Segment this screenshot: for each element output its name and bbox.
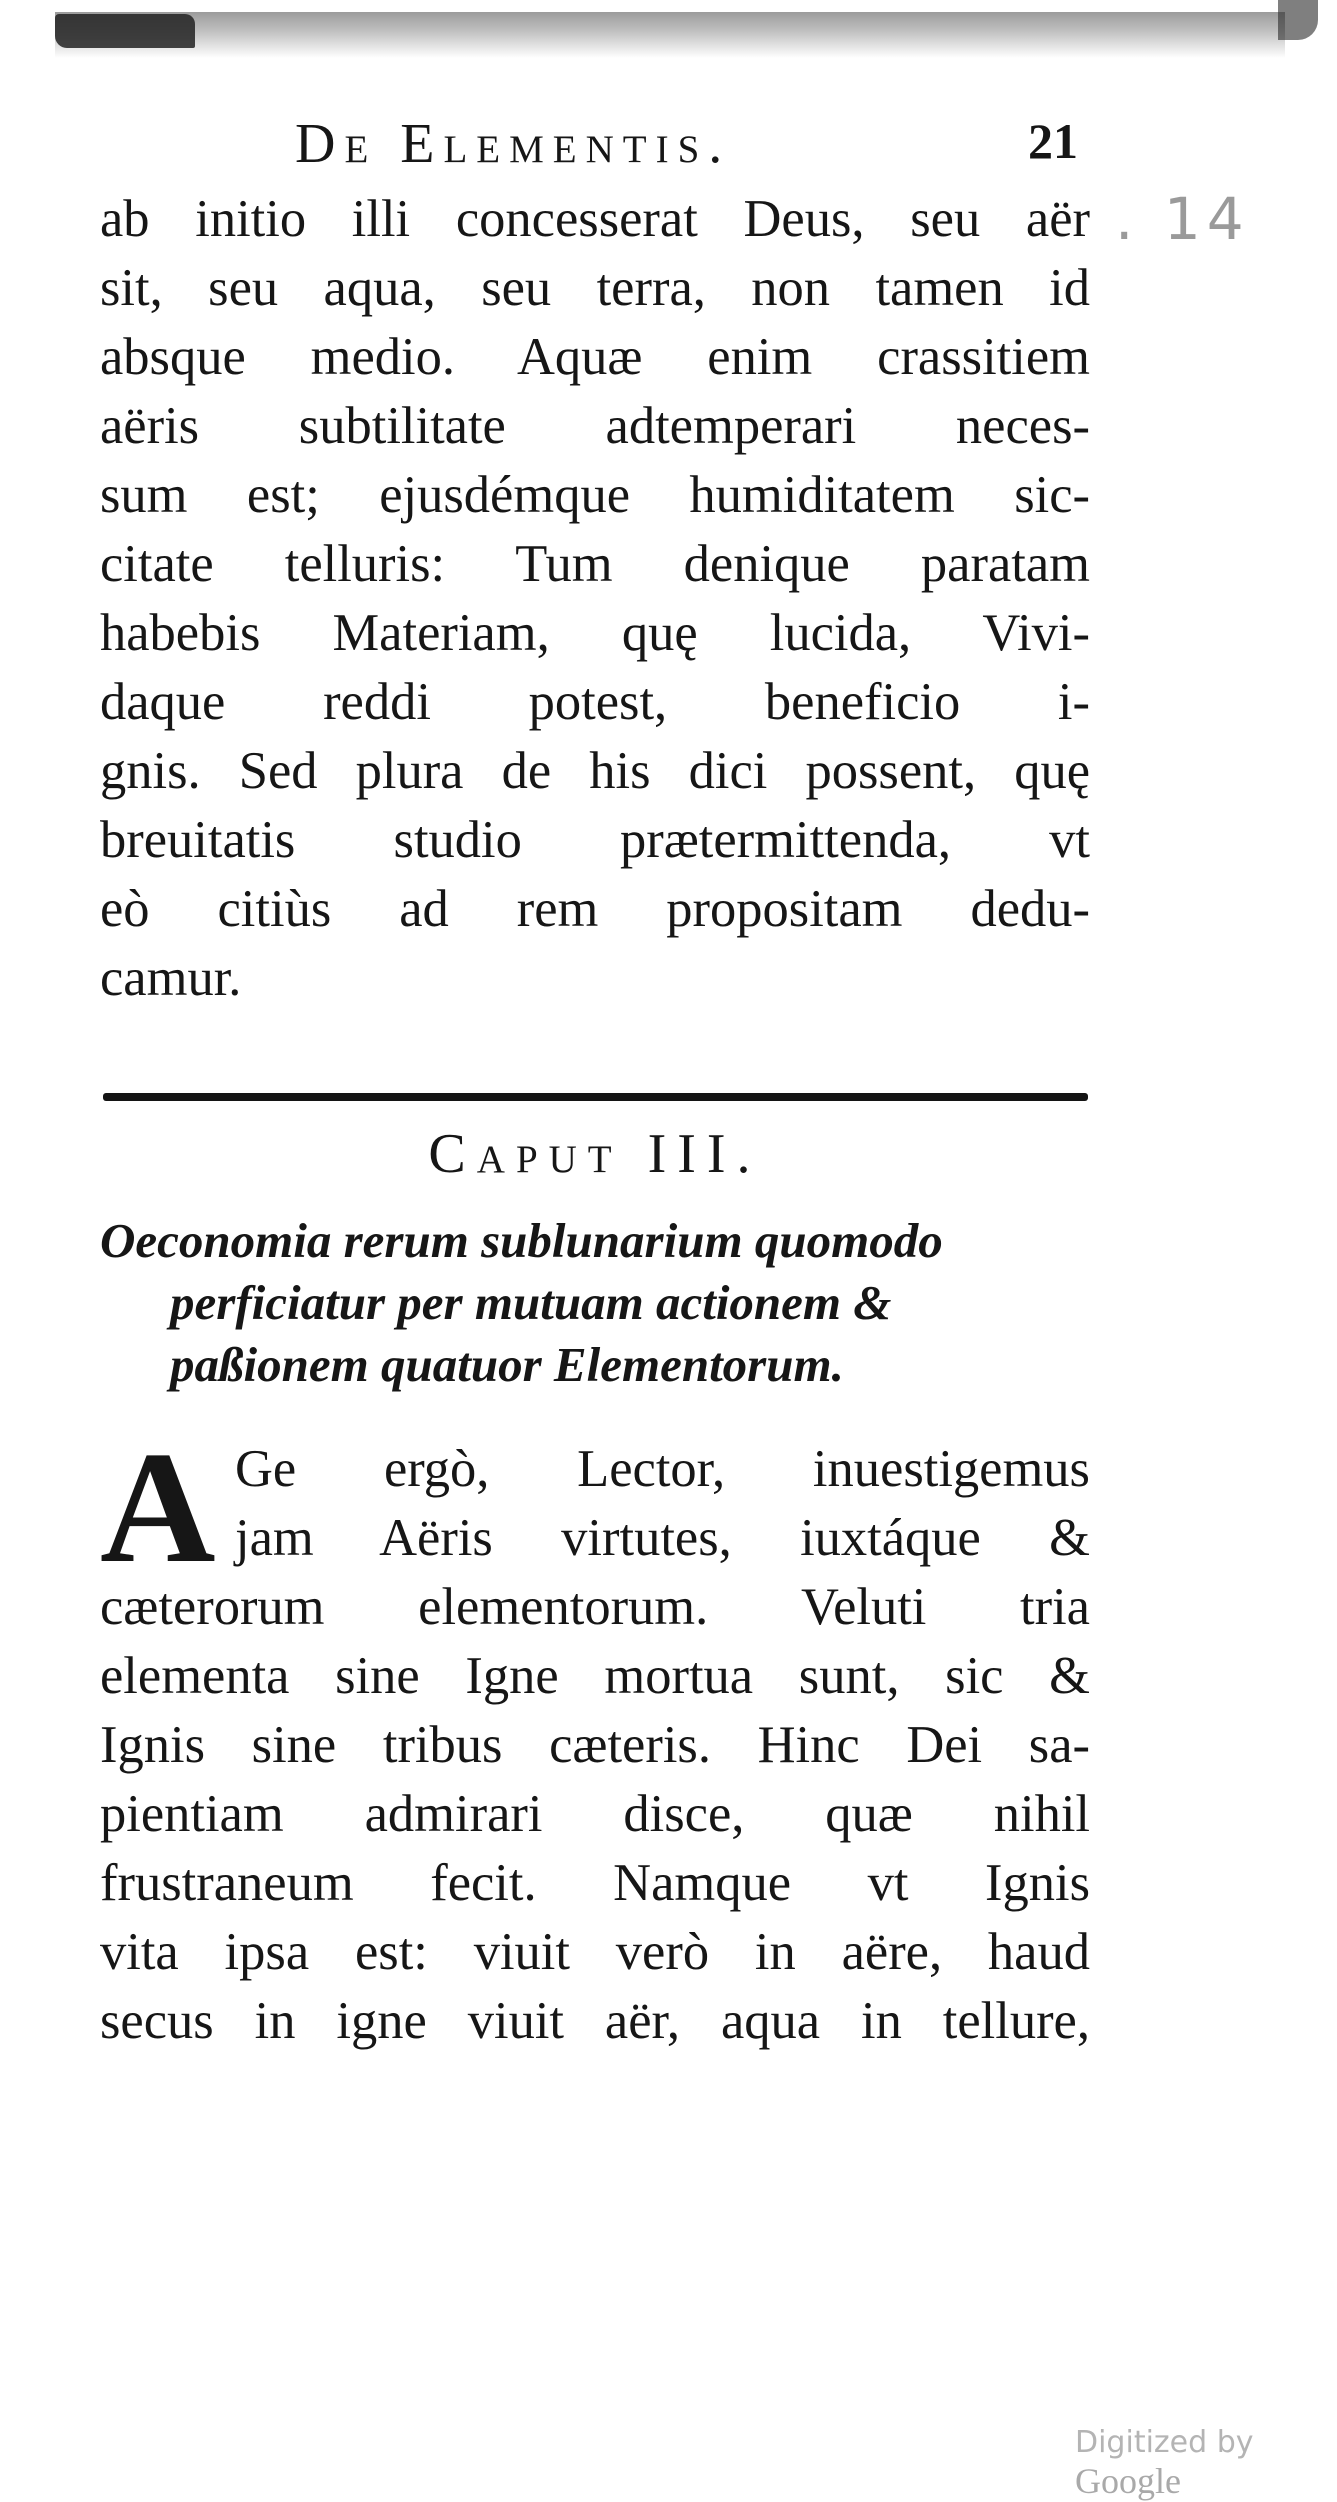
summary-line: perficiatur per mutuam actionem & [170, 1275, 892, 1330]
text-line: absque medio. Aquæ enim crassitiem [100, 328, 1090, 386]
section-divider [103, 1093, 1088, 1101]
running-title: De Elementis. [295, 113, 732, 175]
text-line: secus in igne viuit aër, aqua in tellure, [100, 1992, 1090, 2050]
margin-pencil-note: . 14 [1115, 185, 1250, 253]
digitized-brand: Google [1075, 2461, 1181, 2501]
text-line: habebis Materiam, quę lucida, Vivi- [100, 604, 1090, 662]
text-line: eò citiùs ad rem propositam dedu- [100, 880, 1090, 938]
text-line: camur. [100, 949, 242, 1007]
scan-corner-shadow [1278, 0, 1318, 40]
text-line: sit, seu aqua, seu terra, non tamen id [100, 259, 1090, 317]
page-header [100, 100, 1090, 180]
top-paragraph [100, 185, 1090, 1013]
scan-edge-shadow [55, 12, 1285, 58]
chapter-heading: Caput III. [428, 1123, 762, 1185]
digitized-by-watermark [1075, 2425, 1337, 2502]
text-line: Ignis sine tribus cæteris. Hinc Dei sa- [100, 1716, 1090, 1774]
scan-edge-ornament [55, 14, 195, 48]
text-line: pientiam admirari disce, quæ nihil [100, 1785, 1090, 1843]
chapter-body [100, 1435, 1090, 2056]
text-line: elementa sine Igne mortua sunt, sic & [100, 1647, 1090, 1705]
text-line: vita ipsa est: viuit verò in aëre, haud [100, 1923, 1090, 1981]
text-line: breuitatis studio prætermittenda, vt [100, 811, 1090, 869]
chapter-summary [100, 1210, 1090, 1396]
drop-cap-initial: A [100, 1418, 216, 1596]
summary-line: paßionem quatuor Elementorum. [170, 1337, 844, 1392]
text-line: aëris subtilitate adtemperari neces- [100, 397, 1090, 455]
digitized-prefix: Digitized by [1075, 2425, 1254, 2460]
page-number: 21 [1028, 113, 1078, 169]
text-line: gnis. Sed plura de his dici possent, quę [100, 742, 1090, 800]
text-line: frustraneum fecit. Namque vt Ignis [100, 1854, 1090, 1912]
text-line: daque reddi potest, beneficio i- [100, 673, 1090, 731]
text-line: sum est; ejusdémque humiditatem sic- [100, 466, 1090, 524]
text-line: jam Aëris virtutes, iuxtáque & [235, 1509, 1090, 1567]
summary-line: Oeconomia rerum sublunarium quomodo [100, 1213, 943, 1268]
text-line: Ge ergò, Lector, inuestigemus [235, 1440, 1090, 1498]
text-line: ab initio illi concesserat Deus, seu aër [100, 190, 1090, 248]
text-line: citate telluris: Tum denique paratam [100, 535, 1090, 593]
text-line: cæterorum elementorum. Veluti tria [100, 1578, 1090, 1636]
